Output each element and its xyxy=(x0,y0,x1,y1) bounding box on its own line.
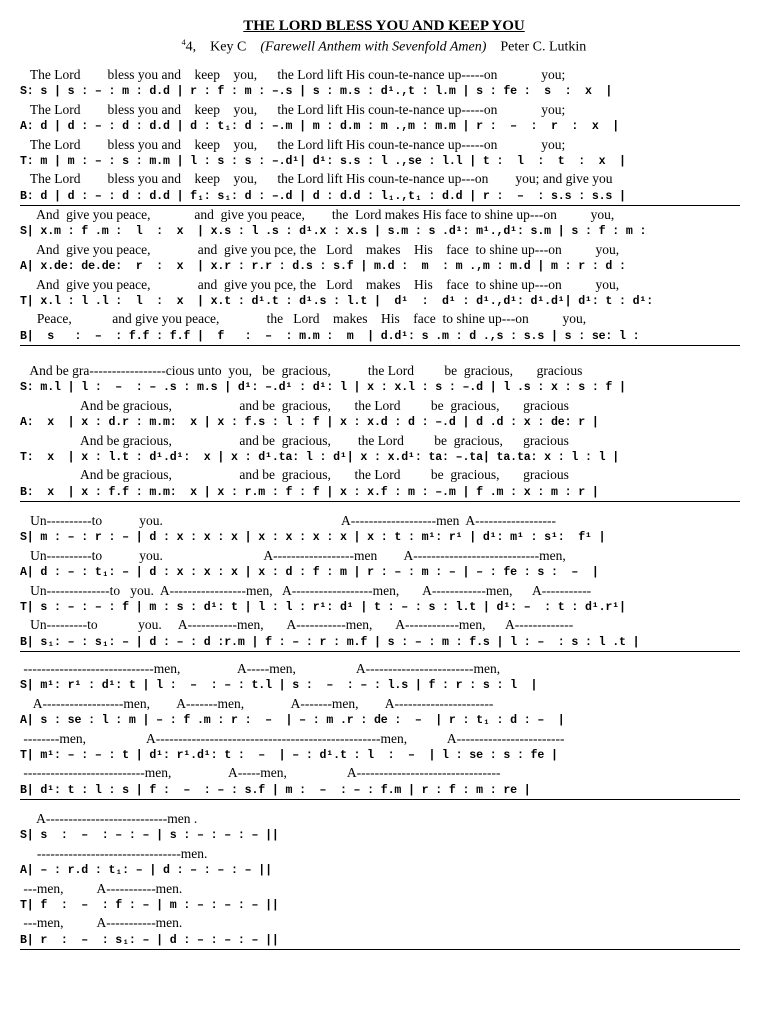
solfa-line: B: x | x : f.f : m.m: x | x : r.m : f : f | x : x.f : m : –.m | f .m : x : m : r | xyxy=(20,485,599,499)
lyric-line: A---------------------------men . xyxy=(20,811,198,826)
lyric-line: --------------------------------men. xyxy=(20,845,208,861)
solfa-line: T| f : – : f : – | m : – : – : – || xyxy=(20,898,279,912)
lyric-line: Un--------------to you. A-----------------men, A------------------men, A------------men, A----------- xyxy=(20,582,592,598)
lyric-line: And give you peace, and give you pce, the Lord makes His face to shine up---on you, xyxy=(20,276,620,292)
lyric-line: And be gra-----------------cious unto you, be gracious, the Lord be gracious, gracious xyxy=(20,363,583,378)
lyric-line: And give you peace, and give you peace, the Lord makes His face to shine up---on you, xyxy=(20,207,615,222)
solfa-line: S| s : – : – : – | s : – : – : – || xyxy=(20,829,279,843)
anthem-subtitle: (Farewell Anthem with Sevenfold Amen) xyxy=(260,39,487,55)
solfa-line: T: m | m : – : s : m.m | l : s : s : –.d¹| d¹: s.s : l .,se : l.l | t : l : t : x | xyxy=(20,154,626,168)
lyric-line: Un---------to you. A-----------men, A-----------men, A------------men, A------------- xyxy=(20,617,574,633)
solfa-line: S| m : – : r : – | d : x : x : x | x : x : x : x | x : t : m¹: r¹ | d¹: m¹ : s¹: f¹ | xyxy=(20,531,606,545)
system-5 xyxy=(20,660,740,800)
time-signature-top: 4 xyxy=(181,38,186,47)
key-signature: Key C xyxy=(210,39,247,55)
system-6 xyxy=(20,810,740,950)
subtitle-line: $^4$4, Key C (Farewell Anthem with Sevenfold Amen) Peter C. Lutkin xyxy=(181,38,587,55)
solfa-line: B| s : – : f.f : f.f | f : – : m.m : m | d.d¹: s .m : d .,s : s.s | s : se: l : xyxy=(20,329,640,343)
solfa-line: A| d : – : t₁: – | d : x : x : x | x : d : f : m | r : – : m : – | – : fe : s : – | xyxy=(20,566,599,580)
solfa-line: B| d¹: t : l : s | f : – : – : s.f | m : – : – : f.m | r : f : m : re | xyxy=(20,783,531,797)
lyric-line: And give you peace, and give you pce, the Lord makes His face to shine up---on you, xyxy=(20,241,620,257)
solfa-line: T: x | x : l.t : d¹.d¹: x | x : d¹.ta: l : d¹| x : x.d¹: ta: –.ta| ta.ta: x : l : l | xyxy=(20,450,620,464)
composer: Peter C. Lutkin xyxy=(500,39,587,55)
system-4 xyxy=(20,512,740,652)
page-title: THE LORD BLESS YOU AND KEEP YOU xyxy=(243,18,525,34)
system-3 xyxy=(20,362,740,502)
solfa-line: S: s | s : – : m : d.d | r : f : m : –.s | s : m.s : d¹.,t : l.m | s : fe : s : x | xyxy=(20,85,613,99)
solfa-line: T| m¹: – : – : t | d¹: r¹.d¹: t : – | – : d¹.t : l : – | l : se : s : fe | xyxy=(20,748,558,762)
lyric-line: And be gracious, and be gracious, the Lord be gracious, gracious xyxy=(20,397,569,413)
lyric-line: Un----------to you. A------------------men A----------------------------men, xyxy=(20,547,566,563)
lyric-line: A------------------men, A-------men, A-------men, A---------------------- xyxy=(20,695,494,711)
lyric-line: Peace, and give you peace, the Lord makes His face to shine up---on you, xyxy=(20,311,587,327)
lyric-line: ---men, A-----------men. xyxy=(20,880,183,896)
solfa-line: B| s₁: – : s₁: – | d : – : d :r.m | f : – : r : m.f | s : – : m : f.s | l : – : s : l .t | xyxy=(20,635,640,649)
lyric-line: ---men, A-----------men. xyxy=(20,915,183,931)
lyric-line: And be gracious, and be gracious, the Lord be gracious, gracious xyxy=(20,467,569,483)
solfa-line: A| s : se : l : m | – : f .m : r : – | – : m .r : de : – | r : t₁ : d : – | xyxy=(20,714,565,728)
solfa-line: B: d | d : – : d : d.d | f₁: s₁: d : –.d | d : d.d : l₁.,t₁ : d.d | r : – : s.s : s.s | xyxy=(20,189,626,203)
solfa-line: T| s : – : – : f | m : s : d¹: t | l : l : r¹: d¹ | t : – : s : l.t | d¹: – : t : d¹.r¹| xyxy=(20,600,626,614)
lyric-line: The Lord bless you and keep you, the Lord lift His coun-te-nance up---on you; and give you xyxy=(20,171,613,187)
lyric-line: -----------------------------men, A-----men, A------------------------men, xyxy=(20,661,501,676)
solfa-line: S| x.m : f .m : l : x | x.s : l .s : d¹.x : x.s | s.m : s .d¹: m¹.,d¹: s.m | s : f : m : xyxy=(20,225,647,239)
lyric-line: Un----------to you. A-------------------men A------------------ xyxy=(20,513,557,528)
time-signature-bottom: 4 xyxy=(185,39,193,55)
solfa-line: A| x.de: de.de: r : x | x.r : r.r : d.s : s.f | m.d : m : m .,m : m.d | m : r : d : xyxy=(20,260,626,274)
solfa-line: S: m.l | l : – : – .s : m.s | d¹: –.d¹ : d¹: l | x : x.l : s : –.d | l .s : x : s : f | xyxy=(20,381,626,395)
solfa-line: T| x.l : l .l : l : x | x.t : d¹.t : d¹.s : l.t | d¹ : d¹ : d¹.,d¹: d¹.d¹| d¹: t : d¹: xyxy=(20,294,654,308)
lyric-line: And be gracious, and be gracious, the Lord be gracious, gracious xyxy=(20,432,569,448)
lyric-line: The Lord bless you and keep you, the Lord lift His coun-te-nance up-----on you; xyxy=(20,67,566,82)
lyric-line: ---------------------------men, A-----men, A-------------------------------- xyxy=(20,765,501,781)
system-2 xyxy=(20,206,740,346)
lyric-line: The Lord bless you and keep you, the Lord lift His coun-te-nance up-----on you; xyxy=(20,136,566,152)
system-1 xyxy=(20,66,740,206)
solfa-line: A| – : r.d : t₁: – | d : – : – : – || xyxy=(20,864,272,878)
solfa-line: S| m¹: r¹ : d¹: t | l : – : – : t.l | s : – : – : l.s | f : r : s : l | xyxy=(20,679,538,693)
lyric-line: The Lord bless you and keep you, the Lord lift His coun-te-nance up-----on you; xyxy=(20,101,566,117)
lyric-line: --------men, A--------------------------------------------------men, A------------------------ xyxy=(20,730,565,746)
solfa-line: A: x | x : d.r : m.m: x | x : f.s : l : f | x : x.d : d : –.d | d .d : x : de: r | xyxy=(20,416,599,430)
solfa-line: A: d | d : – : d : d.d | d : t₁: d : –.m | m : d.m : m .,m : m.m | r : – : r : x | xyxy=(20,120,620,134)
solfa-line: B| r : – : s₁: – | d : – : – : – || xyxy=(20,933,279,947)
